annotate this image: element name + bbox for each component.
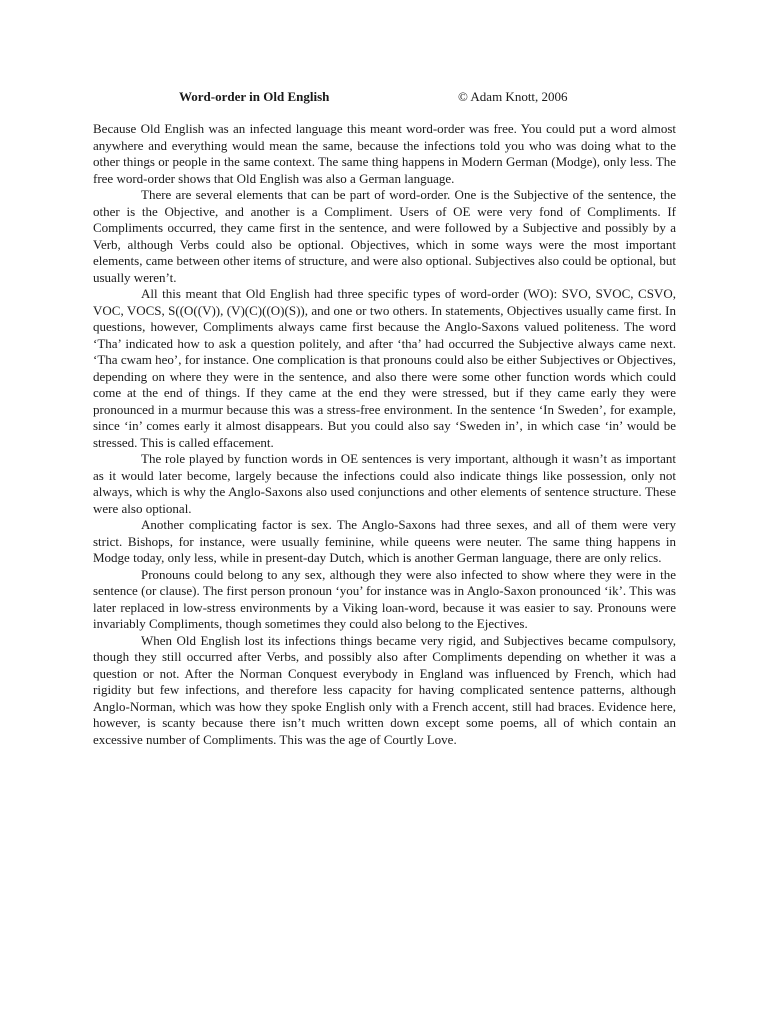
copyright-notice: © Adam Knott, 2006 <box>458 89 568 104</box>
paragraph-6: Pronouns could belong to any sex, although they were also infected to show where they were in the sentence (or clause). The first person pronoun ‘you’ for instance was in Anglo-Saxon pronounced ‘ik’. This was later replaced in low-stress environments by a Viking loan-word, because it was easier to say. Pronouns were invariably Compliments, though sometimes they could also belong to the Ejectives. <box>93 566 676 631</box>
document-page <box>93 88 676 748</box>
paragraph-7: When Old English lost its infections things became very rigid, and Subjectives became compulsory, though they still occurred after Verbs, and possibly also after Compliments depending on whether it was a question or not. After the Norman Conquest everybody in England was influenced by French, which had rigidity but few infections, and therefore less capacity for having complicated sentence patterns, although Anglo-Norman, which was how they spoke English only with a French accent, still had braces. Evidence here, however, is scanty because there isn’t much written down except some poems, all of which contain an excessive number of Compliments. This was the age of Courtly Love. <box>93 632 676 747</box>
paragraph-4: The role played by function words in OE sentences is very important, although it wasn’t as important as it would later become, largely because the infections could also indicate things like possession, only not always, which is why the Anglo-Saxons also used conjunctions and other elements of sentence structure. These were also optional. <box>93 451 676 516</box>
document-title: Word-order in Old English <box>179 89 330 104</box>
document-header <box>93 88 676 108</box>
paragraph-1: Because Old English was an infected language this meant word-order was free. You could put a word almost anywhere and everything would mean the same, because the infections told you who was doing what to the other things or people in the same context. The same thing happens in Modern German (Modge), only less. The free word-order shows that Old English was also a German language. <box>93 121 676 186</box>
paragraph-2: There are several elements that can be part of word-order. One is the Subjective of the sentence, the other is the Objective, and another is a Compliment. Users of OE were very fond of Compliments. If Compliments occurred, they came first in the sentence, and were followed by a Subjective and possibly by a Verb, although Verbs could also be optional. Objectives, which in some ways were the most important elements, came between other items of structure, and were also optional. Subjectives also could be optional, but usually weren’t. <box>93 187 676 285</box>
paragraph-3: All this meant that Old English had three specific types of word-order (WO): SVO, SVOC, CSVO, VOC, VOCS, S((O((V)), (V)(C)((O)(S)), and one or two others. In statements, Objectives usually came first. In questions, however, Compliments always came first because the Anglo-Saxons valued politeness. The word ‘Tha’ indicated how to ask a question politely, and after ‘tha’ had occurred the Subjective always came next. ‘Tha cwam heo’, for instance. One complication is that pronouns could also be either Subjectives or Objectives, depending on where they were in the sentence, and also there were some other function words which could come at the end of things. If they came at the end they were stressed, but if they came early they were pronounced in a murmur because this was a stress-free environment. In the sentence ‘In Sweden’, for example, since ‘in’ comes early it almost disappears. But you could also say ‘Sweden in’, in which case ‘in’ would be stressed. This is called effacement. <box>93 286 676 450</box>
document-body <box>93 121 676 748</box>
paragraph-5: Another complicating factor is sex. The Anglo-Saxons had three sexes, and all of them were very strict. Bishops, for instance, were usually feminine, while queens were neuter. The same thing happens in Modge today, only less, while in present-day Dutch, which is another German language, there are only relics. <box>93 517 676 565</box>
